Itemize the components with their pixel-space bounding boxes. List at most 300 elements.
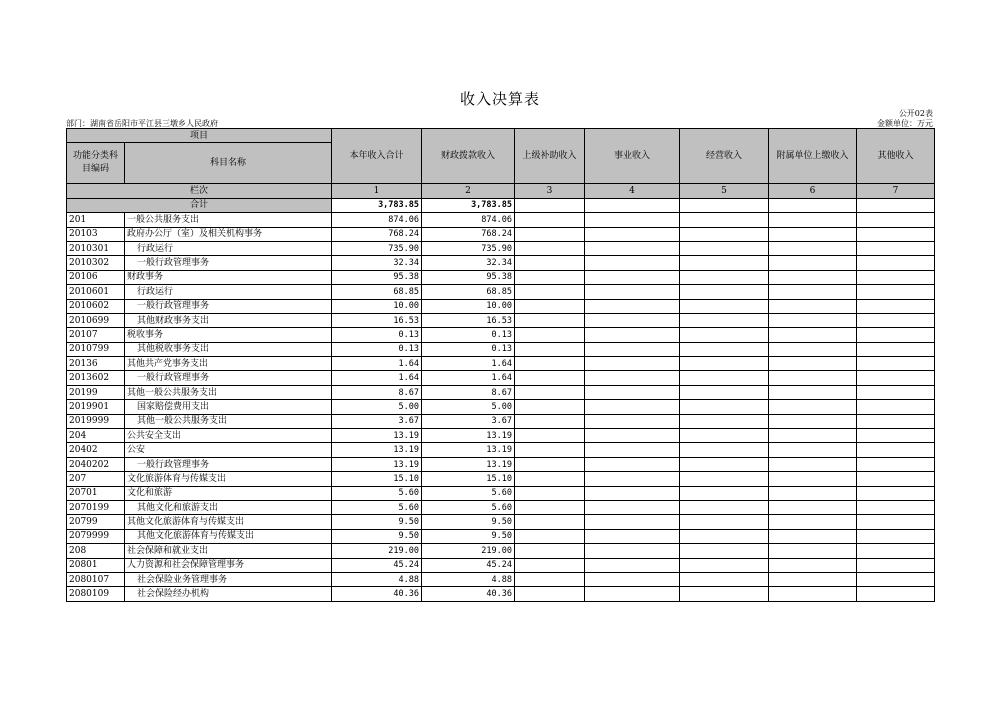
- row-name: 其他一般公共服务支出: [125, 385, 332, 399]
- table-row: [67, 587, 935, 601]
- row-value-3: [515, 299, 585, 313]
- row-value-3: [515, 400, 585, 414]
- col-num-5: 5: [680, 184, 769, 198]
- total-value-2: 3,783.85: [422, 198, 515, 212]
- row-value-3: [515, 371, 585, 385]
- row-value-2: 768.24: [422, 227, 515, 241]
- row-value-1: 95.38: [332, 270, 422, 284]
- row-value-6: [769, 285, 857, 299]
- table-row: [67, 357, 935, 371]
- row-value-5: [680, 457, 769, 471]
- row-value-2: 0.13: [422, 342, 515, 356]
- row-value-1: 10.00: [332, 299, 422, 313]
- row-value-1: 5.60: [332, 486, 422, 500]
- row-value-7: [857, 429, 935, 443]
- table-row: [67, 313, 935, 327]
- row-code: 2013602: [67, 371, 125, 385]
- row-value-1: 16.53: [332, 313, 422, 327]
- row-name: 国家赔偿费用支出: [125, 400, 332, 414]
- row-value-3: [515, 472, 585, 486]
- row-value-6: [769, 515, 857, 529]
- total-value-1: 3,783.85: [332, 198, 422, 212]
- row-value-5: [680, 241, 769, 255]
- report-title: 收入决算表: [459, 90, 540, 108]
- row-value-7: [857, 357, 935, 371]
- table-row: [67, 429, 935, 443]
- table-row: [67, 486, 935, 500]
- row-value-5: [680, 429, 769, 443]
- header-col-4: 事业收入: [585, 129, 680, 184]
- row-name: 政府办公厅（室）及相关机构事务: [125, 227, 332, 241]
- total-label: 合计: [67, 198, 332, 212]
- row-value-1: 0.13: [332, 328, 422, 342]
- row-value-4: [585, 414, 680, 428]
- row-value-6: [769, 256, 857, 270]
- row-value-7: [857, 500, 935, 514]
- total-value-6: [769, 198, 857, 212]
- row-value-7: [857, 285, 935, 299]
- row-name: 其他共产党事务支出: [125, 357, 332, 371]
- row-name: 文化旅游体育与传媒支出: [125, 472, 332, 486]
- row-value-5: [680, 342, 769, 356]
- header-code: 功能分类科目编码: [67, 143, 125, 184]
- row-value-4: [585, 357, 680, 371]
- row-value-4: [585, 529, 680, 543]
- row-code: 2019999: [67, 414, 125, 428]
- row-value-5: [680, 500, 769, 514]
- row-value-3: [515, 486, 585, 500]
- table-row: [67, 472, 935, 486]
- row-value-3: [515, 241, 585, 255]
- row-value-3: [515, 213, 585, 227]
- row-value-1: 68.85: [332, 285, 422, 299]
- row-value-2: 95.38: [422, 270, 515, 284]
- row-value-2: 10.00: [422, 299, 515, 313]
- row-value-2: 5.00: [422, 400, 515, 414]
- row-code: 2010699: [67, 313, 125, 327]
- table-row: [67, 515, 935, 529]
- row-value-7: [857, 328, 935, 342]
- row-value-6: [769, 572, 857, 586]
- total-value-5: [680, 198, 769, 212]
- row-value-4: [585, 457, 680, 471]
- row-code: 2010302: [67, 256, 125, 270]
- row-value-1: 8.67: [332, 385, 422, 399]
- row-value-3: [515, 587, 585, 601]
- row-value-5: [680, 558, 769, 572]
- row-value-1: 735.90: [332, 241, 422, 255]
- column-number-row: [67, 184, 935, 198]
- row-value-2: 1.64: [422, 371, 515, 385]
- row-value-7: [857, 400, 935, 414]
- table-row: [67, 270, 935, 284]
- row-value-2: 9.50: [422, 529, 515, 543]
- row-value-6: [769, 385, 857, 399]
- header-col-2: 财政拨款收入: [422, 129, 515, 184]
- table-row: [67, 572, 935, 586]
- row-value-6: [769, 587, 857, 601]
- row-value-4: [585, 213, 680, 227]
- row-value-5: [680, 213, 769, 227]
- row-value-2: 68.85: [422, 285, 515, 299]
- row-code: 2079999: [67, 529, 125, 543]
- row-value-4: [585, 270, 680, 284]
- row-code: 2010601: [67, 285, 125, 299]
- income-table: [66, 128, 935, 602]
- row-value-4: [585, 328, 680, 342]
- row-value-3: [515, 227, 585, 241]
- row-value-2: 15.10: [422, 472, 515, 486]
- row-value-4: [585, 256, 680, 270]
- row-value-3: [515, 544, 585, 558]
- row-name: 一般行政管理事务: [125, 256, 332, 270]
- row-value-3: [515, 443, 585, 457]
- row-value-3: [515, 500, 585, 514]
- table-row: [67, 371, 935, 385]
- row-value-6: [769, 414, 857, 428]
- row-value-4: [585, 342, 680, 356]
- row-code: 20402: [67, 443, 125, 457]
- row-value-3: [515, 256, 585, 270]
- row-name: 财政事务: [125, 270, 332, 284]
- row-value-2: 3.67: [422, 414, 515, 428]
- table-row: [67, 385, 935, 399]
- row-value-6: [769, 500, 857, 514]
- row-name: 税收事务: [125, 328, 332, 342]
- row-value-4: [585, 299, 680, 313]
- row-value-4: [585, 241, 680, 255]
- table-row: [67, 500, 935, 514]
- row-value-2: 5.60: [422, 486, 515, 500]
- row-name: 社会保险业务管理事务: [125, 572, 332, 586]
- col-num-2: 2: [422, 184, 515, 198]
- row-name: 社会保险经办机构: [125, 587, 332, 601]
- row-value-5: [680, 414, 769, 428]
- table-row: [67, 299, 935, 313]
- row-value-4: [585, 587, 680, 601]
- row-value-6: [769, 400, 857, 414]
- row-value-7: [857, 270, 935, 284]
- total-row: [67, 198, 935, 212]
- row-value-3: [515, 457, 585, 471]
- row-value-6: [769, 328, 857, 342]
- row-value-5: [680, 256, 769, 270]
- row-value-1: 13.19: [332, 429, 422, 443]
- row-value-7: [857, 313, 935, 327]
- row-value-7: [857, 241, 935, 255]
- row-value-1: 1.64: [332, 371, 422, 385]
- row-value-6: [769, 357, 857, 371]
- row-value-2: 5.60: [422, 500, 515, 514]
- row-value-5: [680, 572, 769, 586]
- row-label: 栏次: [67, 184, 332, 198]
- row-value-7: [857, 587, 935, 601]
- row-value-1: 9.50: [332, 515, 422, 529]
- row-value-4: [585, 500, 680, 514]
- row-value-3: [515, 529, 585, 543]
- row-value-4: [585, 472, 680, 486]
- row-value-3: [515, 270, 585, 284]
- row-code: 207: [67, 472, 125, 486]
- row-value-3: [515, 357, 585, 371]
- row-value-7: [857, 414, 935, 428]
- row-value-6: [769, 313, 857, 327]
- row-value-1: 9.50: [332, 529, 422, 543]
- row-name: 一般行政管理事务: [125, 457, 332, 471]
- row-name: 其他文化旅游体育与传媒支出: [125, 529, 332, 543]
- row-value-1: 874.06: [332, 213, 422, 227]
- table-row: [67, 414, 935, 428]
- department-label: 部门：湖南省岳阳市平江县三墩乡人民政府: [66, 119, 218, 128]
- row-value-5: [680, 270, 769, 284]
- row-value-3: [515, 342, 585, 356]
- row-value-2: 1.64: [422, 357, 515, 371]
- header-row-1: [67, 129, 935, 143]
- row-value-4: [585, 572, 680, 586]
- row-value-6: [769, 227, 857, 241]
- row-value-5: [680, 486, 769, 500]
- header-col-1: 本年收入合计: [332, 129, 422, 184]
- row-name: 其他财政事务支出: [125, 313, 332, 327]
- row-name: 公共安全支出: [125, 429, 332, 443]
- col-num-6: 6: [769, 184, 857, 198]
- row-value-2: 219.00: [422, 544, 515, 558]
- total-value-3: [515, 198, 585, 212]
- table-row: [67, 328, 935, 342]
- row-value-7: [857, 515, 935, 529]
- row-value-7: [857, 544, 935, 558]
- row-value-3: [515, 558, 585, 572]
- row-value-5: [680, 313, 769, 327]
- table-row: [67, 443, 935, 457]
- row-value-5: [680, 285, 769, 299]
- header-col-7: 其他收入: [857, 129, 935, 184]
- row-name: 行政运行: [125, 285, 332, 299]
- row-code: 20799: [67, 515, 125, 529]
- row-code: 2010301: [67, 241, 125, 255]
- row-name: 一般行政管理事务: [125, 299, 332, 313]
- row-code: 2010602: [67, 299, 125, 313]
- row-value-2: 45.24: [422, 558, 515, 572]
- row-value-7: [857, 572, 935, 586]
- row-value-6: [769, 342, 857, 356]
- row-code: 2070199: [67, 500, 125, 514]
- row-value-1: 45.24: [332, 558, 422, 572]
- row-value-2: 13.19: [422, 457, 515, 471]
- row-value-7: [857, 558, 935, 572]
- row-value-4: [585, 443, 680, 457]
- row-value-4: [585, 558, 680, 572]
- row-value-2: 4.88: [422, 572, 515, 586]
- row-value-5: [680, 515, 769, 529]
- row-name: 其他一般公共服务支出: [125, 414, 332, 428]
- row-value-3: [515, 328, 585, 342]
- row-value-7: [857, 443, 935, 457]
- row-value-6: [769, 270, 857, 284]
- row-value-5: [680, 529, 769, 543]
- row-value-3: [515, 385, 585, 399]
- row-value-4: [585, 400, 680, 414]
- row-value-4: [585, 285, 680, 299]
- row-value-3: [515, 285, 585, 299]
- header-col-5: 经营收入: [680, 129, 769, 184]
- row-code: 20107: [67, 328, 125, 342]
- row-value-7: [857, 529, 935, 543]
- table-row: [67, 529, 935, 543]
- row-value-7: [857, 371, 935, 385]
- row-value-6: [769, 241, 857, 255]
- row-value-3: [515, 515, 585, 529]
- row-value-1: 768.24: [332, 227, 422, 241]
- row-value-5: [680, 587, 769, 601]
- row-value-2: 16.53: [422, 313, 515, 327]
- table-row: [67, 213, 935, 227]
- row-name: 其他文化和旅游支出: [125, 500, 332, 514]
- row-code: 2080109: [67, 587, 125, 601]
- row-value-7: [857, 227, 935, 241]
- header-name: 科目名称: [125, 143, 332, 184]
- row-code: 2010799: [67, 342, 125, 356]
- row-value-6: [769, 558, 857, 572]
- row-value-7: [857, 299, 935, 313]
- row-code: 2019901: [67, 400, 125, 414]
- row-value-7: [857, 385, 935, 399]
- row-value-4: [585, 515, 680, 529]
- row-value-6: [769, 213, 857, 227]
- row-value-1: 0.13: [332, 342, 422, 356]
- row-value-2: 9.50: [422, 515, 515, 529]
- row-value-7: [857, 256, 935, 270]
- row-code: 20199: [67, 385, 125, 399]
- row-code: 20701: [67, 486, 125, 500]
- row-value-2: 735.90: [422, 241, 515, 255]
- table-row: [67, 558, 935, 572]
- row-code: 20106: [67, 270, 125, 284]
- row-value-7: [857, 342, 935, 356]
- row-value-5: [680, 443, 769, 457]
- row-value-5: [680, 385, 769, 399]
- row-value-1: 4.88: [332, 572, 422, 586]
- total-value-4: [585, 198, 680, 212]
- row-value-4: [585, 385, 680, 399]
- row-value-1: 32.34: [332, 256, 422, 270]
- row-name: 公安: [125, 443, 332, 457]
- row-value-6: [769, 529, 857, 543]
- row-value-1: 13.19: [332, 457, 422, 471]
- row-value-2: 874.06: [422, 213, 515, 227]
- row-value-2: 13.19: [422, 429, 515, 443]
- row-name: 文化和旅游: [125, 486, 332, 500]
- row-value-6: [769, 371, 857, 385]
- row-code: 208: [67, 544, 125, 558]
- table-row: [67, 400, 935, 414]
- row-name: 一般公共服务支出: [125, 213, 332, 227]
- form-number: 公开02表: [898, 109, 933, 118]
- row-value-1: 15.10: [332, 472, 422, 486]
- row-value-6: [769, 443, 857, 457]
- total-value-7: [857, 198, 935, 212]
- col-num-3: 3: [515, 184, 585, 198]
- row-value-2: 13.19: [422, 443, 515, 457]
- row-value-6: [769, 457, 857, 471]
- table-row: [67, 285, 935, 299]
- row-name: 其他文化旅游体育与传媒支出: [125, 515, 332, 529]
- row-value-5: [680, 472, 769, 486]
- row-name: 一般行政管理事务: [125, 371, 332, 385]
- row-value-2: 0.13: [422, 328, 515, 342]
- row-value-4: [585, 371, 680, 385]
- row-value-5: [680, 400, 769, 414]
- row-code: 20136: [67, 357, 125, 371]
- row-value-4: [585, 486, 680, 500]
- row-code: 2080107: [67, 572, 125, 586]
- row-value-4: [585, 429, 680, 443]
- row-value-1: 13.19: [332, 443, 422, 457]
- row-value-3: [515, 429, 585, 443]
- header-col-3: 上级补助收入: [515, 129, 585, 184]
- row-value-5: [680, 371, 769, 385]
- row-value-5: [680, 299, 769, 313]
- col-num-1: 1: [332, 184, 422, 198]
- row-value-1: 219.00: [332, 544, 422, 558]
- row-value-4: [585, 227, 680, 241]
- row-value-3: [515, 313, 585, 327]
- row-value-4: [585, 313, 680, 327]
- col-num-4: 4: [585, 184, 680, 198]
- row-value-1: 1.64: [332, 357, 422, 371]
- row-value-7: [857, 213, 935, 227]
- row-value-5: [680, 544, 769, 558]
- row-value-5: [680, 328, 769, 342]
- row-value-2: 40.36: [422, 587, 515, 601]
- header-item: 项目: [67, 129, 332, 143]
- col-num-7: 7: [857, 184, 935, 198]
- row-value-1: 3.67: [332, 414, 422, 428]
- row-value-5: [680, 227, 769, 241]
- header-col-6: 附属单位上缴收入: [769, 129, 857, 184]
- table-row: [67, 256, 935, 270]
- row-value-2: 32.34: [422, 256, 515, 270]
- row-name: 行政运行: [125, 241, 332, 255]
- row-value-5: [680, 357, 769, 371]
- table-row: [67, 457, 935, 471]
- row-value-7: [857, 457, 935, 471]
- table-body: [67, 213, 935, 602]
- unit-label: 金额单位：万元: [877, 119, 933, 128]
- row-name: 其他税收事务支出: [125, 342, 332, 356]
- row-value-6: [769, 429, 857, 443]
- row-value-2: 8.67: [422, 385, 515, 399]
- row-value-7: [857, 486, 935, 500]
- row-value-3: [515, 572, 585, 586]
- row-code: 2040202: [67, 457, 125, 471]
- row-value-4: [585, 544, 680, 558]
- row-name: 社会保障和就业支出: [125, 544, 332, 558]
- row-code: 201: [67, 213, 125, 227]
- row-value-1: 5.60: [332, 500, 422, 514]
- table-row: [67, 227, 935, 241]
- row-value-6: [769, 486, 857, 500]
- row-name: 人力资源和社会保障管理事务: [125, 558, 332, 572]
- row-code: 20103: [67, 227, 125, 241]
- table-row: [67, 241, 935, 255]
- row-value-6: [769, 544, 857, 558]
- row-value-3: [515, 414, 585, 428]
- row-code: 204: [67, 429, 125, 443]
- row-value-6: [769, 472, 857, 486]
- table-row: [67, 544, 935, 558]
- row-code: 20801: [67, 558, 125, 572]
